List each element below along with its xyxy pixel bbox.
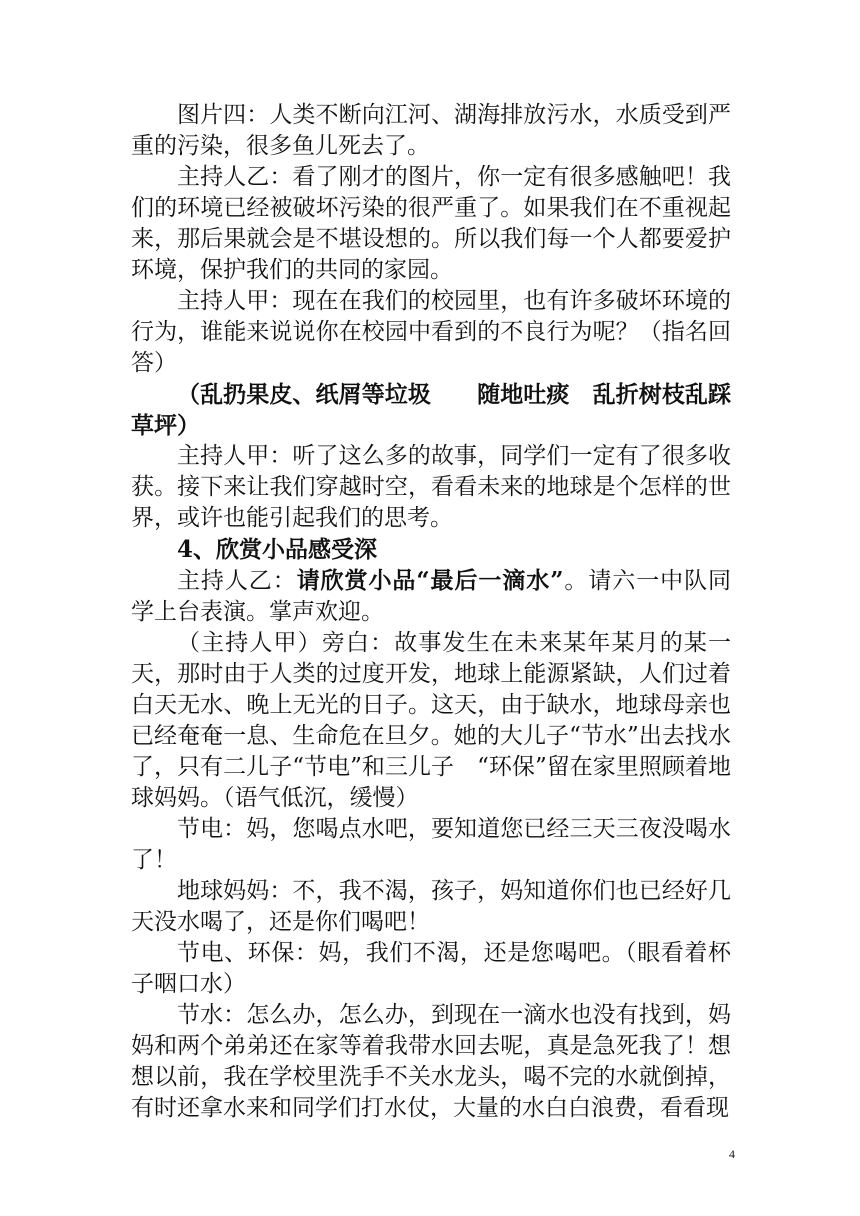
invite-rest-text: 。请六一中队同学上台表演。掌声欢迎。: [131, 568, 732, 625]
page-number: 4: [729, 1147, 735, 1161]
paragraph-narration: （主持人甲）旁白：故事发生在未来某年某月的某一天，那时由于人类的过度开发，地球上能源紧缺，人们过着白天无水、晚上无光的日子。这天，由于缺水，地球母亲也已经奄奄一息、生命危在旦夕。她的大儿子“节水”出去找水了，只有二儿子“节电”和三儿子 “环保”留在家里照顾着地球妈妈。（语气低沉，缓慢）: [131, 630, 731, 811]
paragraph-jiedian-line: 节电：妈，您喝点水吧，要知道您已经三天三夜没喝水了！: [131, 816, 731, 873]
paragraph-jieshui-line: 节水：怎么办，怎么办，到现在一滴水也没有找到，妈妈和两个弟弟还在家等着我带水回去呢，真是急死我了！想想以前，我在学校里洗手不关水龙头，喝不完的水就倒掉，有时还拿水来和同学们打水仗，大量的水白白浪费，看看现: [131, 1002, 731, 1121]
paragraph-host-b-reflection: 主持人乙：看了刚才的图片，你一定有很多感触吧！我们的环境已经被破坏污染的很严重了。如果我们在不重视起来，那后果就会是不堪设想的。所以我们每一个人都要爱护环境，保护我们的共同的家园。: [131, 164, 731, 283]
document-body: [131, 100, 731, 1124]
section-heading: 4、欣赏小品感受深: [177, 536, 378, 563]
speaker-label: 主持人乙：: [177, 568, 297, 594]
paragraph-host-a-transition: 主持人甲：听了这么多的故事，同学们一定有了很多收获。接下来让我们穿越时空，看看未来的地球是个怎样的世界，或许也能引起我们的思考。: [131, 443, 731, 531]
paragraph-mother-earth-line: 地球妈妈：不，我不渴，孩子，妈知道你们也已经好几天没水喝了，还是你们喝吧！: [131, 878, 731, 935]
paragraph-picture-four: 图片四：人类不断向江河、湖海排放污水，水质受到严重的污染，很多鱼儿死去了。: [131, 102, 731, 159]
paragraph-bad-behaviors: （乱扔果皮、纸屑等垃圾 随地吐痰 乱折树枝乱踩草坪）: [131, 381, 731, 439]
paragraph-host-a-question: 主持人甲：现在在我们的校园里，也有许多破坏环境的行为，谁能来说说你在校园中看到的不良行为呢？（指名回答）: [131, 288, 731, 376]
paragraph-host-b-invite: [131, 565, 731, 628]
paragraph-jiedian-huanbao-line: 节电、环保：妈，我们不渴，还是您喝吧。（眼看着杯子咽口水）: [131, 940, 731, 997]
skit-title-emphasis: 请欣赏小品“最后一滴水”: [296, 567, 564, 594]
